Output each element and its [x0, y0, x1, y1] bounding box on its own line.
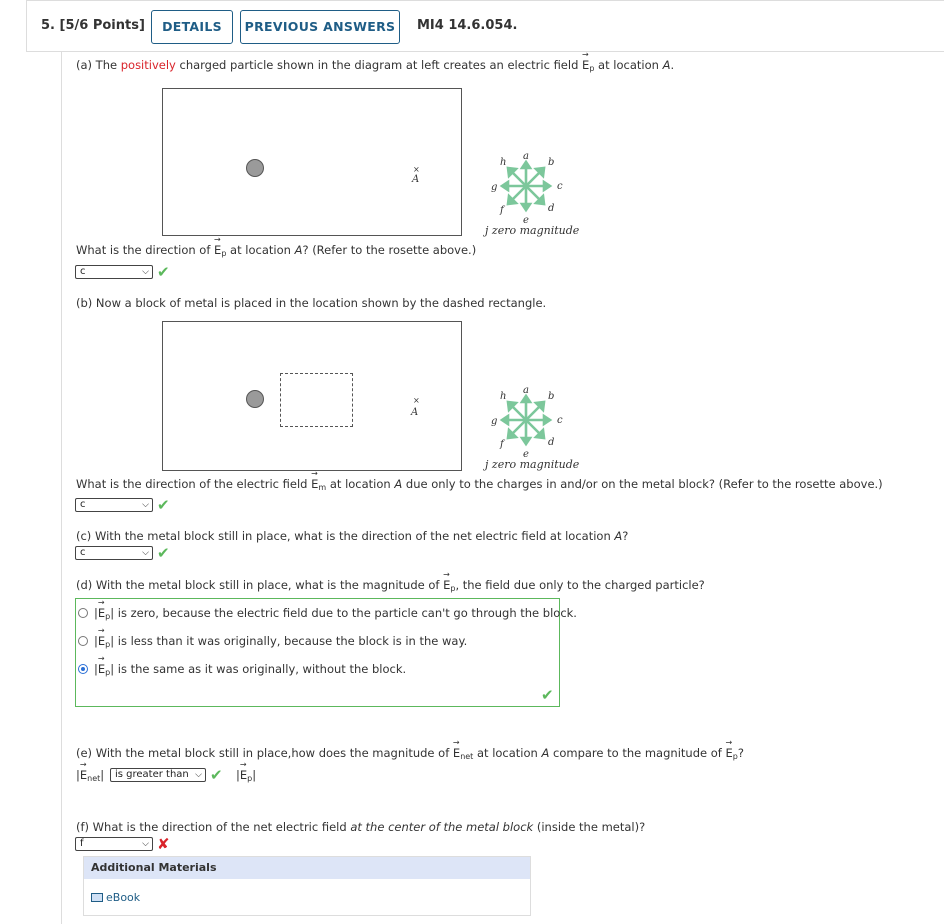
- answer-f-select[interactable]: f ⌵: [75, 837, 153, 851]
- answer-b-select[interactable]: c ⌵: [75, 498, 153, 512]
- question-header: [26, 0, 944, 52]
- diagram-with-block: [162, 321, 462, 471]
- correct-check-icon: ✔: [541, 686, 554, 704]
- positively-highlight: positively: [120, 58, 176, 72]
- question-number: 5. [5/6 Points]: [41, 18, 145, 33]
- additional-materials-title: Additional Materials: [84, 857, 530, 879]
- location-marker: ×: [413, 396, 420, 405]
- points-label: [5/6 Points]: [59, 18, 145, 33]
- part-a-text: (a) The positively charged particle shown in the diagram at left creates an electric field → $E_p$ at location A.: [76, 58, 674, 73]
- charged-particle: [246, 159, 264, 177]
- answer-a-select[interactable]: c ⌵: [75, 265, 153, 279]
- previous-answers-button[interactable]: PREVIOUS ANSWERS: [240, 10, 400, 44]
- answer-c-select[interactable]: c ⌵: [75, 546, 153, 560]
- correct-check-icon: ✔: [157, 496, 170, 514]
- option-zero[interactable]: |→ $E_p|$ is zero, because the electric field due to the particle can't go through the block.: [78, 606, 577, 621]
- radio-button[interactable]: [78, 636, 88, 646]
- content-rule: [61, 52, 62, 924]
- zero-magnitude-label: j zero magnitude: [485, 224, 580, 237]
- part-d-text: (d) With the metal block still in place, what is the magnitude of → $E_p$, the field due only to the charged particle?: [76, 578, 705, 593]
- ebook-link[interactable]: eBook: [91, 891, 140, 904]
- zero-magnitude-label: j zero magnitude: [485, 458, 580, 471]
- correct-check-icon: ✔: [210, 766, 223, 784]
- location-a-label: A: [411, 407, 419, 418]
- incorrect-x-icon: ✘: [157, 835, 170, 853]
- option-same[interactable]: |→ $E_p|$ is the same as it was originally, without the block.: [78, 662, 406, 677]
- direction-rosette: a b c d e f g h: [486, 384, 576, 474]
- part-e-text: (e) With the metal block still in place,how does the magnitude of → $E_{net}$ at location A compare to the magnitude of → $E_p$?: [76, 746, 744, 761]
- charged-particle: [246, 390, 264, 408]
- question-a-text: What is the direction of → $E_p$ at location A? (Refer to the rosette above.): [76, 243, 476, 258]
- direction-rosette: a b c d e f g h: [486, 150, 576, 240]
- radio-button[interactable]: [78, 608, 88, 618]
- radio-button-selected[interactable]: [78, 664, 88, 674]
- additional-materials-panel: [83, 856, 531, 916]
- location-a-label: A: [412, 174, 420, 185]
- metal-block-outline: [280, 373, 353, 427]
- enet-magnitude: |→ $E_{net}|$: [76, 768, 104, 783]
- option-less[interactable]: |→ $E_p|$ is less than it was originally, because the block is in the way.: [78, 634, 467, 649]
- part-c-text: (c) With the metal block still in place, what is the direction of the net electric field at location A?: [76, 529, 629, 543]
- diagram-original: [162, 88, 462, 236]
- part-f-text: (f) What is the direction of the net electric field at the center of the metal block (inside the metal)?: [76, 820, 646, 834]
- question-b-text: What is the direction of the electric field → $E_m$ at location A due only to the charges in and/or on the metal block? (Refer to the rosette above.): [76, 477, 883, 492]
- part-b-text: (b) Now a block of metal is placed in the location shown by the dashed rectangle.: [76, 296, 547, 310]
- ep-magnitude: |→ $E_p|$: [236, 768, 256, 783]
- details-button[interactable]: DETAILS: [151, 10, 233, 44]
- correct-check-icon: ✔: [157, 544, 170, 562]
- book-icon: [91, 893, 103, 902]
- correct-check-icon: ✔: [157, 263, 170, 281]
- comparison-select[interactable]: is greater than ⌵: [110, 768, 206, 782]
- location-marker: ×: [413, 165, 420, 174]
- question-code: MI4 14.6.054.: [417, 18, 518, 33]
